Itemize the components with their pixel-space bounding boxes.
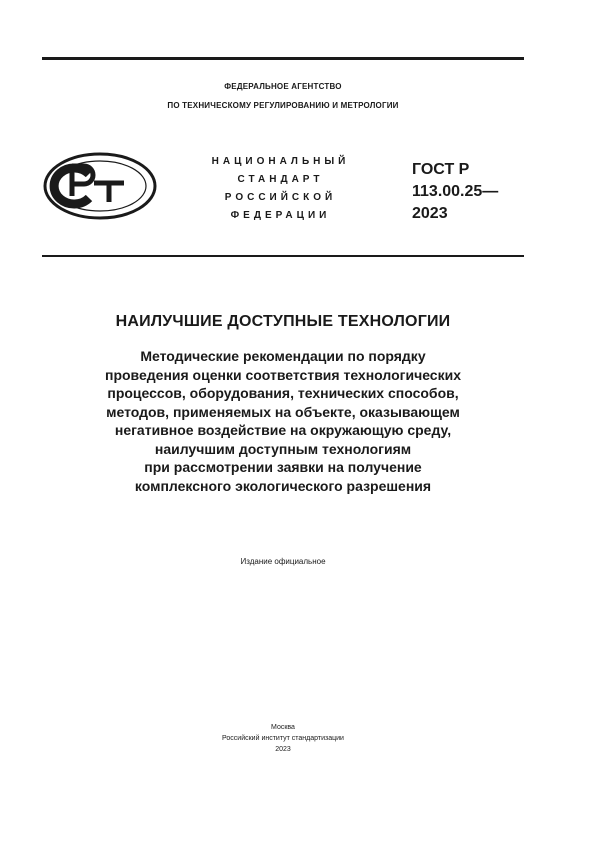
designation-line-2: 113.00.25— xyxy=(412,183,499,200)
gost-r-emblem-icon xyxy=(42,152,158,220)
subtitle-line: комплексного экологического разрешения xyxy=(134,477,432,494)
edition-note: Издание официальное xyxy=(240,557,326,566)
subtitle-line: негативное воздействие на окружающую среду, xyxy=(114,422,452,438)
standard-type-line-4: ФЕДЕРАЦИИ xyxy=(230,210,331,221)
subtitle-line: методов, применяемых на объекте, оказывающем xyxy=(106,403,460,420)
footer-year: 2023 xyxy=(275,746,291,753)
designation-line-3: 2023 xyxy=(412,205,448,222)
designation-line-1: ГОСТ Р xyxy=(412,161,470,178)
document-title: НАИЛУЧШИЕ ДОСТУПНЫЕ ТЕХНОЛОГИИ xyxy=(115,313,451,330)
document-subtitle xyxy=(42,347,524,495)
agency-name-line-1: ФЕДЕРАЛЬНОЕ АГЕНТСТВО xyxy=(224,82,342,91)
subtitle-line: Методические рекомендации по порядку xyxy=(140,348,426,364)
footer-city: Москва xyxy=(271,724,295,731)
subtitle-line: проведения оценки соответствия технологических xyxy=(105,366,461,383)
standard-type-line-3: РОССИЙСКОЙ xyxy=(224,192,337,203)
subtitle-line: наилучшим доступным технологиям xyxy=(154,440,412,457)
top-rule xyxy=(42,57,524,60)
standard-type-line-2: СТАНДАРТ xyxy=(237,174,324,185)
standard-type-line-1: НАЦИОНАЛЬНЫЙ xyxy=(211,156,350,167)
subtitle-line: при рассмотрении заявки на получение xyxy=(144,459,422,475)
agency-name-line-2: ПО ТЕХНИЧЕСКОМУ РЕГУЛИРОВАНИЮ И МЕТРОЛОГИИ xyxy=(167,101,399,110)
middle-rule xyxy=(42,255,524,257)
subtitle-line: процессов, оборудования, технических способов, xyxy=(107,385,459,401)
footer-publisher: Российский институт стандартизации xyxy=(222,735,344,742)
